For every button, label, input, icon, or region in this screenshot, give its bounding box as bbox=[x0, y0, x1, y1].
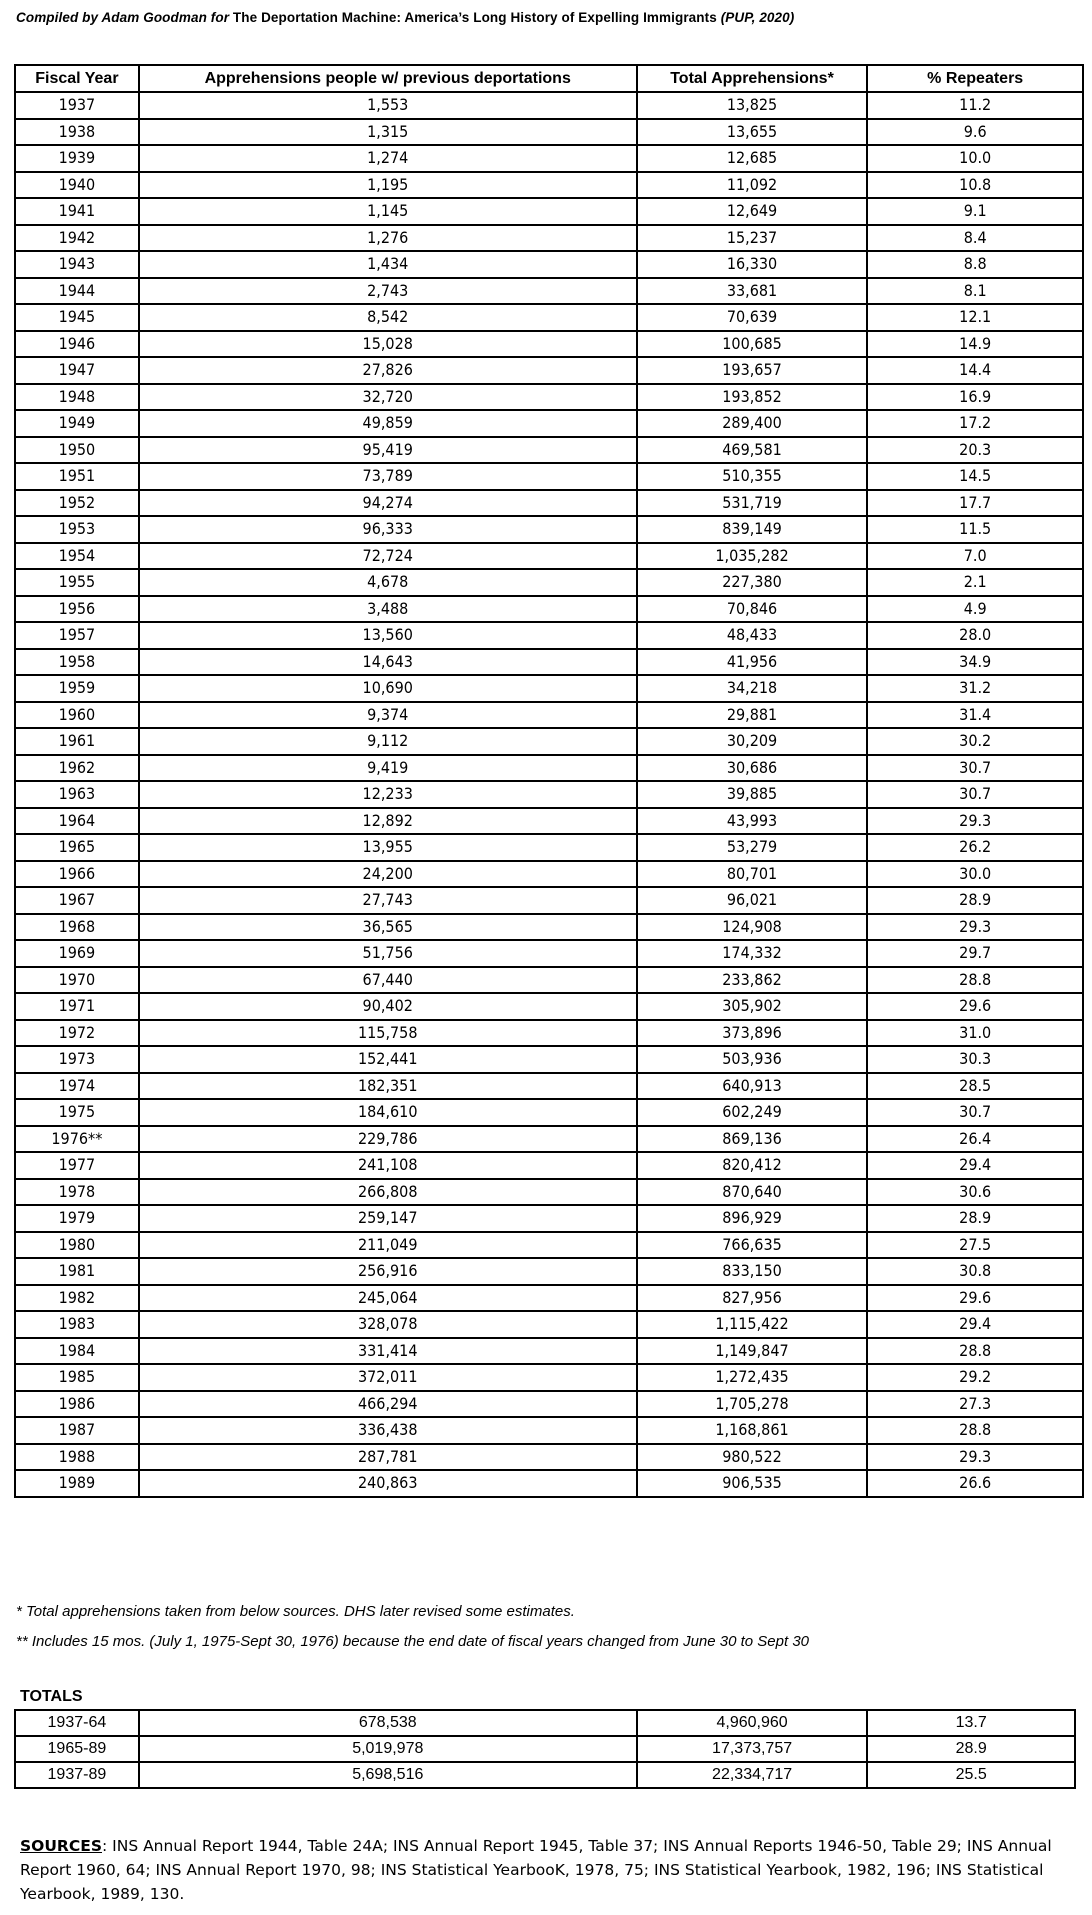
cell-repeat-apprehensions: 36,565 bbox=[139, 914, 637, 941]
cell-fiscal-year: 1966 bbox=[15, 861, 139, 888]
cell-fiscal-year: 1977 bbox=[15, 1152, 139, 1179]
cell-percent-repeaters: 11.2 bbox=[867, 92, 1083, 119]
cell-total-apprehensions: 1,149,847 bbox=[637, 1338, 868, 1365]
cell-repeat-apprehensions: 13,560 bbox=[139, 622, 637, 649]
cell-percent-repeaters: 13.7 bbox=[867, 1710, 1075, 1736]
table-row bbox=[15, 914, 1083, 941]
cell-fiscal-year: 1943 bbox=[15, 251, 139, 278]
cell-percent-repeaters: 17.7 bbox=[867, 490, 1083, 517]
title-prefix: Compiled by Adam Goodman for bbox=[16, 10, 230, 25]
cell-fiscal-year: 1955 bbox=[15, 569, 139, 596]
cell-percent-repeaters: 10.0 bbox=[867, 145, 1083, 172]
cell-percent-repeaters: 16.9 bbox=[867, 384, 1083, 411]
cell-repeat-apprehensions: 49,859 bbox=[139, 410, 637, 437]
cell-total-apprehensions: 833,150 bbox=[637, 1258, 868, 1285]
cell-fiscal-year: 1986 bbox=[15, 1391, 139, 1418]
cell-total-apprehensions: 17,373,757 bbox=[637, 1736, 868, 1762]
cell-total-apprehensions: 96,021 bbox=[637, 887, 868, 914]
cell-total-apprehensions: 48,433 bbox=[637, 622, 868, 649]
cell-fiscal-year: 1938 bbox=[15, 119, 139, 146]
table-row bbox=[15, 1126, 1083, 1153]
table-row bbox=[15, 887, 1083, 914]
cell-repeat-apprehensions: 12,233 bbox=[139, 781, 637, 808]
table-row bbox=[15, 1179, 1083, 1206]
cell-percent-repeaters: 29.4 bbox=[867, 1311, 1083, 1338]
cell-percent-repeaters: 30.0 bbox=[867, 861, 1083, 888]
cell-fiscal-year: 1960 bbox=[15, 702, 139, 729]
cell-percent-repeaters: 14.9 bbox=[867, 331, 1083, 358]
cell-repeat-apprehensions: 27,826 bbox=[139, 357, 637, 384]
cell-total-apprehensions: 305,902 bbox=[637, 993, 868, 1020]
cell-repeat-apprehensions: 678,538 bbox=[139, 1710, 637, 1736]
table-row bbox=[15, 1391, 1083, 1418]
cell-total-apprehensions: 30,209 bbox=[637, 728, 868, 755]
cell-repeat-apprehensions: 14,643 bbox=[139, 649, 637, 676]
table-row bbox=[15, 702, 1083, 729]
cell-fiscal-year: 1974 bbox=[15, 1073, 139, 1100]
cell-repeat-apprehensions: 96,333 bbox=[139, 516, 637, 543]
cell-total-apprehensions: 124,908 bbox=[637, 914, 868, 941]
cell-total-apprehensions: 870,640 bbox=[637, 1179, 868, 1206]
table-row bbox=[15, 198, 1083, 225]
table-row bbox=[15, 1285, 1083, 1312]
totals-row bbox=[15, 1710, 1075, 1736]
cell-repeat-apprehensions: 73,789 bbox=[139, 463, 637, 490]
cell-percent-repeaters: 14.5 bbox=[867, 463, 1083, 490]
cell-total-apprehensions: 640,913 bbox=[637, 1073, 868, 1100]
table-row bbox=[15, 993, 1083, 1020]
table-row bbox=[15, 331, 1083, 358]
table-row bbox=[15, 1258, 1083, 1285]
cell-repeat-apprehensions: 372,011 bbox=[139, 1364, 637, 1391]
cell-percent-repeaters: 31.4 bbox=[867, 702, 1083, 729]
cell-fiscal-year: 1958 bbox=[15, 649, 139, 676]
cell-repeat-apprehensions: 5,698,516 bbox=[139, 1762, 637, 1788]
header-repeat-apprehensions: Apprehensions people w/ previous deportations bbox=[139, 65, 637, 92]
cell-total-apprehensions: 4,960,960 bbox=[637, 1710, 868, 1736]
cell-total-apprehensions: 510,355 bbox=[637, 463, 868, 490]
cell-total-apprehensions: 13,825 bbox=[637, 92, 868, 119]
cell-total-apprehensions: 174,332 bbox=[637, 940, 868, 967]
cell-percent-repeaters: 30.2 bbox=[867, 728, 1083, 755]
cell-percent-repeaters: 9.1 bbox=[867, 198, 1083, 225]
cell-total-apprehensions: 16,330 bbox=[637, 251, 868, 278]
cell-total-apprehensions: 29,881 bbox=[637, 702, 868, 729]
cell-total-apprehensions: 766,635 bbox=[637, 1232, 868, 1259]
cell-total-apprehensions: 233,862 bbox=[637, 967, 868, 994]
sources-text: : INS Annual Report 1944, Table 24A; INS Annual Report 1945, Table 37; INS Annual Reports 1946-50, Table 29; INS Annual Report 1960, 64; INS Annual Report 1970, 98; INS Statistical YearbooK, 1978, 75; INS Statistical Yearbook, 1982, 196; INS Statistical Yearbook, 1989, 130. bbox=[20, 1837, 1052, 1903]
cell-percent-repeaters: 25.5 bbox=[867, 1762, 1075, 1788]
cell-fiscal-year: 1981 bbox=[15, 1258, 139, 1285]
cell-percent-repeaters: 28.0 bbox=[867, 622, 1083, 649]
cell-total-apprehensions: 70,639 bbox=[637, 304, 868, 331]
table-row bbox=[15, 384, 1083, 411]
cell-fiscal-year: 1962 bbox=[15, 755, 139, 782]
cell-fiscal-year: 1951 bbox=[15, 463, 139, 490]
cell-percent-repeaters: 9.6 bbox=[867, 119, 1083, 146]
cell-total-apprehensions: 15,237 bbox=[637, 225, 868, 252]
cell-total-apprehensions: 602,249 bbox=[637, 1099, 868, 1126]
table-row bbox=[15, 1232, 1083, 1259]
table-row bbox=[15, 1020, 1083, 1047]
cell-percent-repeaters: 10.8 bbox=[867, 172, 1083, 199]
table-row bbox=[15, 861, 1083, 888]
table-row bbox=[15, 1470, 1083, 1497]
cell-repeat-apprehensions: 115,758 bbox=[139, 1020, 637, 1047]
table-row bbox=[15, 569, 1083, 596]
cell-fiscal-year: 1939 bbox=[15, 145, 139, 172]
cell-repeat-apprehensions: 1,434 bbox=[139, 251, 637, 278]
cell-repeat-apprehensions: 72,724 bbox=[139, 543, 637, 570]
cell-repeat-apprehensions: 2,743 bbox=[139, 278, 637, 305]
cell-fiscal-year: 1937 bbox=[15, 92, 139, 119]
cell-percent-repeaters: 34.9 bbox=[867, 649, 1083, 676]
cell-fiscal-year: 1973 bbox=[15, 1046, 139, 1073]
cell-percent-repeaters: 26.2 bbox=[867, 834, 1083, 861]
cell-fiscal-year: 1972 bbox=[15, 1020, 139, 1047]
cell-repeat-apprehensions: 152,441 bbox=[139, 1046, 637, 1073]
table-row bbox=[15, 516, 1083, 543]
cell-fiscal-year: 1978 bbox=[15, 1179, 139, 1206]
table-row bbox=[15, 967, 1083, 994]
totals-table bbox=[14, 1709, 1076, 1789]
cell-fiscal-year: 1940 bbox=[15, 172, 139, 199]
cell-repeat-apprehensions: 241,108 bbox=[139, 1152, 637, 1179]
cell-total-apprehensions: 34,218 bbox=[637, 675, 868, 702]
cell-fiscal-year: 1942 bbox=[15, 225, 139, 252]
table-row bbox=[15, 1444, 1083, 1471]
table-row bbox=[15, 119, 1083, 146]
table-row bbox=[15, 463, 1083, 490]
cell-total-apprehensions: 22,334,717 bbox=[637, 1762, 868, 1788]
cell-total-apprehensions: 1,168,861 bbox=[637, 1417, 868, 1444]
cell-percent-repeaters: 29.3 bbox=[867, 914, 1083, 941]
cell-total-apprehensions: 1,115,422 bbox=[637, 1311, 868, 1338]
cell-fiscal-year: 1982 bbox=[15, 1285, 139, 1312]
cell-repeat-apprehensions: 5,019,978 bbox=[139, 1736, 637, 1762]
cell-fiscal-year: 1937-64 bbox=[15, 1710, 139, 1736]
table-row bbox=[15, 1073, 1083, 1100]
cell-percent-repeaters: 29.4 bbox=[867, 1152, 1083, 1179]
cell-repeat-apprehensions: 211,049 bbox=[139, 1232, 637, 1259]
cell-fiscal-year: 1965-89 bbox=[15, 1736, 139, 1762]
cell-total-apprehensions: 39,885 bbox=[637, 781, 868, 808]
table-row bbox=[15, 92, 1083, 119]
cell-repeat-apprehensions: 287,781 bbox=[139, 1444, 637, 1471]
repeaters-table bbox=[14, 64, 1084, 1498]
cell-fiscal-year: 1959 bbox=[15, 675, 139, 702]
cell-total-apprehensions: 906,535 bbox=[637, 1470, 868, 1497]
cell-total-apprehensions: 1,705,278 bbox=[637, 1391, 868, 1418]
header-total-apprehensions: Total Apprehensions* bbox=[637, 65, 868, 92]
cell-percent-repeaters: 30.7 bbox=[867, 755, 1083, 782]
cell-total-apprehensions: 1,272,435 bbox=[637, 1364, 868, 1391]
cell-repeat-apprehensions: 32,720 bbox=[139, 384, 637, 411]
cell-fiscal-year: 1967 bbox=[15, 887, 139, 914]
cell-repeat-apprehensions: 9,419 bbox=[139, 755, 637, 782]
cell-fiscal-year: 1985 bbox=[15, 1364, 139, 1391]
table-row bbox=[15, 755, 1083, 782]
cell-fiscal-year: 1988 bbox=[15, 1444, 139, 1471]
cell-total-apprehensions: 12,685 bbox=[637, 145, 868, 172]
cell-total-apprehensions: 373,896 bbox=[637, 1020, 868, 1047]
cell-fiscal-year: 1968 bbox=[15, 914, 139, 941]
cell-total-apprehensions: 100,685 bbox=[637, 331, 868, 358]
cell-total-apprehensions: 980,522 bbox=[637, 1444, 868, 1471]
table-row bbox=[15, 145, 1083, 172]
cell-fiscal-year: 1953 bbox=[15, 516, 139, 543]
footnote-1976: ** Includes 15 mos. (July 1, 1975-Sept 30, 1976) because the end date of fiscal years changed from June 30 to Sept 30 bbox=[16, 1633, 810, 1650]
cell-percent-repeaters: 29.6 bbox=[867, 993, 1083, 1020]
cell-percent-repeaters: 29.6 bbox=[867, 1285, 1083, 1312]
cell-percent-repeaters: 8.4 bbox=[867, 225, 1083, 252]
cell-repeat-apprehensions: 1,274 bbox=[139, 145, 637, 172]
header-fiscal-year: Fiscal Year bbox=[15, 65, 139, 92]
footnote-total-apprehensions: * Total apprehensions taken from below sources. DHS later revised some estimates. bbox=[16, 1603, 575, 1620]
cell-percent-repeaters: 28.9 bbox=[867, 887, 1083, 914]
cell-repeat-apprehensions: 12,892 bbox=[139, 808, 637, 835]
totals-row bbox=[15, 1736, 1075, 1762]
cell-percent-repeaters: 27.5 bbox=[867, 1232, 1083, 1259]
cell-repeat-apprehensions: 94,274 bbox=[139, 490, 637, 517]
cell-repeat-apprehensions: 95,419 bbox=[139, 437, 637, 464]
table-row bbox=[15, 1099, 1083, 1126]
cell-repeat-apprehensions: 1,195 bbox=[139, 172, 637, 199]
cell-total-apprehensions: 43,993 bbox=[637, 808, 868, 835]
table-row bbox=[15, 781, 1083, 808]
cell-percent-repeaters: 30.3 bbox=[867, 1046, 1083, 1073]
cell-repeat-apprehensions: 9,112 bbox=[139, 728, 637, 755]
cell-percent-repeaters: 28.9 bbox=[867, 1205, 1083, 1232]
table-row bbox=[15, 543, 1083, 570]
table-row bbox=[15, 834, 1083, 861]
cell-repeat-apprehensions: 15,028 bbox=[139, 331, 637, 358]
cell-percent-repeaters: 31.0 bbox=[867, 1020, 1083, 1047]
cell-fiscal-year: 1948 bbox=[15, 384, 139, 411]
cell-repeat-apprehensions: 240,863 bbox=[139, 1470, 637, 1497]
cell-repeat-apprehensions: 1,315 bbox=[139, 119, 637, 146]
cell-fiscal-year: 1957 bbox=[15, 622, 139, 649]
cell-repeat-apprehensions: 27,743 bbox=[139, 887, 637, 914]
cell-total-apprehensions: 289,400 bbox=[637, 410, 868, 437]
cell-repeat-apprehensions: 90,402 bbox=[139, 993, 637, 1020]
cell-percent-repeaters: 29.3 bbox=[867, 808, 1083, 835]
cell-fiscal-year: 1950 bbox=[15, 437, 139, 464]
cell-percent-repeaters: 30.6 bbox=[867, 1179, 1083, 1206]
cell-total-apprehensions: 12,649 bbox=[637, 198, 868, 225]
table-row bbox=[15, 808, 1083, 835]
header-percent-repeaters: % Repeaters bbox=[867, 65, 1083, 92]
cell-percent-repeaters: 29.3 bbox=[867, 1444, 1083, 1471]
cell-fiscal-year: 1961 bbox=[15, 728, 139, 755]
cell-percent-repeaters: 30.7 bbox=[867, 1099, 1083, 1126]
cell-repeat-apprehensions: 259,147 bbox=[139, 1205, 637, 1232]
table-row bbox=[15, 1046, 1083, 1073]
cell-repeat-apprehensions: 4,678 bbox=[139, 569, 637, 596]
cell-fiscal-year: 1976** bbox=[15, 1126, 139, 1153]
cell-repeat-apprehensions: 256,916 bbox=[139, 1258, 637, 1285]
cell-percent-repeaters: 28.8 bbox=[867, 967, 1083, 994]
cell-percent-repeaters: 29.2 bbox=[867, 1364, 1083, 1391]
table-row bbox=[15, 251, 1083, 278]
table-row bbox=[15, 1364, 1083, 1391]
cell-percent-repeaters: 26.6 bbox=[867, 1470, 1083, 1497]
cell-fiscal-year: 1949 bbox=[15, 410, 139, 437]
cell-fiscal-year: 1954 bbox=[15, 543, 139, 570]
cell-total-apprehensions: 13,655 bbox=[637, 119, 868, 146]
cell-repeat-apprehensions: 13,955 bbox=[139, 834, 637, 861]
table-row bbox=[15, 357, 1083, 384]
cell-repeat-apprehensions: 10,690 bbox=[139, 675, 637, 702]
cell-total-apprehensions: 193,657 bbox=[637, 357, 868, 384]
cell-repeat-apprehensions: 184,610 bbox=[139, 1099, 637, 1126]
cell-total-apprehensions: 41,956 bbox=[637, 649, 868, 676]
cell-fiscal-year: 1984 bbox=[15, 1338, 139, 1365]
cell-fiscal-year: 1970 bbox=[15, 967, 139, 994]
table-row bbox=[15, 1311, 1083, 1338]
cell-total-apprehensions: 53,279 bbox=[637, 834, 868, 861]
cell-total-apprehensions: 839,149 bbox=[637, 516, 868, 543]
cell-total-apprehensions: 227,380 bbox=[637, 569, 868, 596]
cell-fiscal-year: 1983 bbox=[15, 1311, 139, 1338]
cell-fiscal-year: 1989 bbox=[15, 1470, 139, 1497]
cell-total-apprehensions: 30,686 bbox=[637, 755, 868, 782]
table-row bbox=[15, 596, 1083, 623]
cell-repeat-apprehensions: 229,786 bbox=[139, 1126, 637, 1153]
table-row bbox=[15, 225, 1083, 252]
cell-total-apprehensions: 531,719 bbox=[637, 490, 868, 517]
cell-total-apprehensions: 193,852 bbox=[637, 384, 868, 411]
cell-fiscal-year: 1946 bbox=[15, 331, 139, 358]
cell-repeat-apprehensions: 328,078 bbox=[139, 1311, 637, 1338]
cell-repeat-apprehensions: 67,440 bbox=[139, 967, 637, 994]
cell-repeat-apprehensions: 51,756 bbox=[139, 940, 637, 967]
table-row bbox=[15, 940, 1083, 967]
cell-percent-repeaters: 12.1 bbox=[867, 304, 1083, 331]
table-row bbox=[15, 304, 1083, 331]
cell-fiscal-year: 1975 bbox=[15, 1099, 139, 1126]
totals-heading: TOTALS bbox=[20, 1688, 83, 1705]
cell-repeat-apprehensions: 182,351 bbox=[139, 1073, 637, 1100]
cell-percent-repeaters: 28.9 bbox=[867, 1736, 1075, 1762]
cell-total-apprehensions: 896,929 bbox=[637, 1205, 868, 1232]
cell-fiscal-year: 1971 bbox=[15, 993, 139, 1020]
cell-percent-repeaters: 31.2 bbox=[867, 675, 1083, 702]
cell-percent-repeaters: 8.8 bbox=[867, 251, 1083, 278]
cell-total-apprehensions: 70,846 bbox=[637, 596, 868, 623]
cell-percent-repeaters: 7.0 bbox=[867, 543, 1083, 570]
table-row bbox=[15, 622, 1083, 649]
cell-percent-repeaters: 4.9 bbox=[867, 596, 1083, 623]
table-row bbox=[15, 675, 1083, 702]
cell-total-apprehensions: 503,936 bbox=[637, 1046, 868, 1073]
sources-paragraph bbox=[20, 1834, 1070, 1906]
cell-percent-repeaters: 2.1 bbox=[867, 569, 1083, 596]
cell-repeat-apprehensions: 9,374 bbox=[139, 702, 637, 729]
cell-fiscal-year: 1987 bbox=[15, 1417, 139, 1444]
sources-label: SOURCES bbox=[20, 1837, 102, 1855]
cell-percent-repeaters: 30.7 bbox=[867, 781, 1083, 808]
table-header-row bbox=[15, 65, 1083, 92]
cell-repeat-apprehensions: 3,488 bbox=[139, 596, 637, 623]
table-row bbox=[15, 649, 1083, 676]
cell-percent-repeaters: 8.1 bbox=[867, 278, 1083, 305]
cell-repeat-apprehensions: 1,276 bbox=[139, 225, 637, 252]
table-row bbox=[15, 410, 1083, 437]
cell-fiscal-year: 1944 bbox=[15, 278, 139, 305]
cell-fiscal-year: 1965 bbox=[15, 834, 139, 861]
cell-total-apprehensions: 33,681 bbox=[637, 278, 868, 305]
cell-percent-repeaters: 20.3 bbox=[867, 437, 1083, 464]
cell-total-apprehensions: 11,092 bbox=[637, 172, 868, 199]
cell-repeat-apprehensions: 466,294 bbox=[139, 1391, 637, 1418]
cell-repeat-apprehensions: 24,200 bbox=[139, 861, 637, 888]
table-row bbox=[15, 1152, 1083, 1179]
cell-repeat-apprehensions: 266,808 bbox=[139, 1179, 637, 1206]
cell-fiscal-year: 1979 bbox=[15, 1205, 139, 1232]
cell-total-apprehensions: 1,035,282 bbox=[637, 543, 868, 570]
table-row bbox=[15, 728, 1083, 755]
cell-fiscal-year: 1969 bbox=[15, 940, 139, 967]
cell-fiscal-year: 1964 bbox=[15, 808, 139, 835]
cell-fiscal-year: 1980 bbox=[15, 1232, 139, 1259]
cell-percent-repeaters: 14.4 bbox=[867, 357, 1083, 384]
table-row bbox=[15, 490, 1083, 517]
cell-repeat-apprehensions: 8,542 bbox=[139, 304, 637, 331]
cell-percent-repeaters: 11.5 bbox=[867, 516, 1083, 543]
cell-fiscal-year: 1947 bbox=[15, 357, 139, 384]
table-row bbox=[15, 278, 1083, 305]
cell-percent-repeaters: 28.5 bbox=[867, 1073, 1083, 1100]
cell-total-apprehensions: 469,581 bbox=[637, 437, 868, 464]
cell-percent-repeaters: 28.8 bbox=[867, 1417, 1083, 1444]
cell-percent-repeaters: 17.2 bbox=[867, 410, 1083, 437]
cell-repeat-apprehensions: 245,064 bbox=[139, 1285, 637, 1312]
title-book: The Deportation Machine: America’s Long History of Expelling Immigrants bbox=[232, 10, 717, 25]
table-row bbox=[15, 1417, 1083, 1444]
cell-percent-repeaters: 26.4 bbox=[867, 1126, 1083, 1153]
cell-fiscal-year: 1937-89 bbox=[15, 1762, 139, 1788]
cell-fiscal-year: 1945 bbox=[15, 304, 139, 331]
cell-total-apprehensions: 869,136 bbox=[637, 1126, 868, 1153]
cell-repeat-apprehensions: 1,553 bbox=[139, 92, 637, 119]
document-title bbox=[16, 10, 1086, 25]
table-row bbox=[15, 1205, 1083, 1232]
cell-fiscal-year: 1952 bbox=[15, 490, 139, 517]
totals-row bbox=[15, 1762, 1075, 1788]
cell-fiscal-year: 1963 bbox=[15, 781, 139, 808]
table-row bbox=[15, 172, 1083, 199]
cell-repeat-apprehensions: 1,145 bbox=[139, 198, 637, 225]
table-row bbox=[15, 1338, 1083, 1365]
cell-percent-repeaters: 29.7 bbox=[867, 940, 1083, 967]
cell-fiscal-year: 1941 bbox=[15, 198, 139, 225]
cell-repeat-apprehensions: 336,438 bbox=[139, 1417, 637, 1444]
cell-total-apprehensions: 820,412 bbox=[637, 1152, 868, 1179]
cell-percent-repeaters: 28.8 bbox=[867, 1338, 1083, 1365]
table-row bbox=[15, 437, 1083, 464]
cell-percent-repeaters: 30.8 bbox=[867, 1258, 1083, 1285]
title-suffix: (PUP, 2020) bbox=[720, 10, 795, 25]
cell-total-apprehensions: 827,956 bbox=[637, 1285, 868, 1312]
cell-fiscal-year: 1956 bbox=[15, 596, 139, 623]
cell-percent-repeaters: 27.3 bbox=[867, 1391, 1083, 1418]
cell-repeat-apprehensions: 331,414 bbox=[139, 1338, 637, 1365]
cell-total-apprehensions: 80,701 bbox=[637, 861, 868, 888]
